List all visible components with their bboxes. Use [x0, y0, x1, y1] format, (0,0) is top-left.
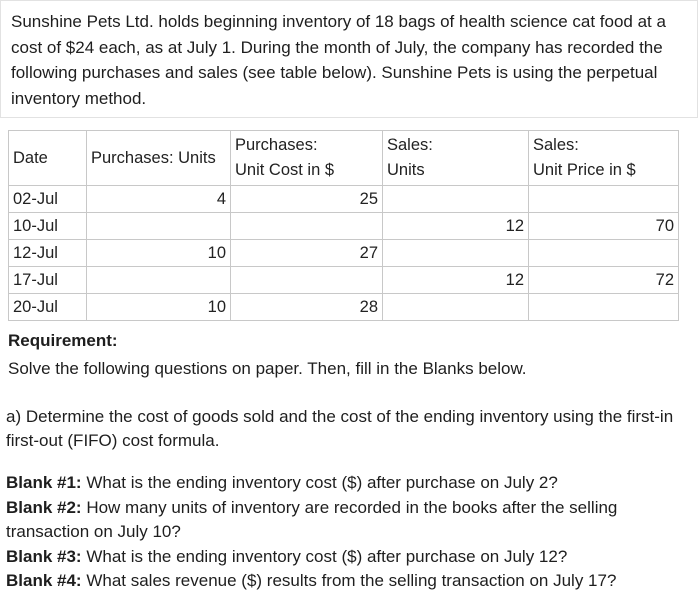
cell-date: 12-Jul — [9, 240, 87, 267]
cell-date: 17-Jul — [9, 267, 87, 294]
blank-item-1 — [6, 471, 686, 496]
cell-date: 20-Jul — [9, 294, 87, 321]
cell-purchases-cost — [231, 267, 383, 294]
cell-purchases-units — [87, 267, 231, 294]
blank-label: Blank #4: — [6, 571, 82, 590]
cell-sales-price — [529, 186, 679, 213]
cell-sales-units — [383, 294, 529, 321]
cell-purchases-units: 4 — [87, 186, 231, 213]
cell-sales-price: 72 — [529, 267, 679, 294]
table-row — [9, 186, 679, 213]
requirement-text: Solve the following questions on paper. Then, fill in the Blanks below. — [8, 359, 527, 378]
cell-purchases-units — [87, 213, 231, 240]
cell-sales-units: 12 — [383, 213, 529, 240]
blank-label: Blank #2: — [6, 497, 82, 517]
table-row — [9, 240, 679, 267]
header-purchases-units: Purchases: Units — [87, 131, 231, 186]
intro-paragraph: Sunshine Pets Ltd. holds beginning inventory of 18 bags of health science cat food at a cost of $24 each, as at July 1. During the month of July, the company has recorded the following purchases and sales (see table below). Sunshine Pets is using the perpetual inventory method. — [11, 12, 666, 108]
cell-sales-units: 12 — [383, 267, 529, 294]
blanks-list — [6, 471, 686, 594]
cell-sales-price — [529, 294, 679, 321]
blank-item-4 — [6, 569, 686, 594]
inventory-table — [8, 130, 679, 321]
header-sales-price-line2: Unit Price in $ — [533, 161, 636, 179]
header-sales-units-line1: Sales: — [387, 136, 433, 154]
table-header-row — [9, 131, 679, 186]
header-sales-units-line2: Units — [387, 161, 425, 179]
header-purchases-cost-line1: Purchases: — [235, 136, 318, 154]
blank-question: What is the ending inventory cost ($) after purchase on July 12? — [81, 546, 568, 566]
cell-sales-price — [529, 240, 679, 267]
blank-question: What sales revenue ($) results from the selling transaction on July 17? — [81, 571, 617, 590]
table-row — [9, 213, 679, 240]
requirement-title: Requirement: — [8, 331, 118, 350]
cell-sales-price: 70 — [529, 213, 679, 240]
cell-purchases-cost: 28 — [231, 294, 383, 321]
blank-item-2 — [6, 496, 686, 545]
header-sales-units — [383, 131, 529, 186]
cell-purchases-units: 10 — [87, 294, 231, 321]
header-purchases-unit-cost — [231, 131, 383, 186]
header-date: Date — [9, 131, 87, 186]
cell-purchases-units: 10 — [87, 240, 231, 267]
cell-sales-units — [383, 186, 529, 213]
blank-question: What is the ending inventory cost ($) after purchase on July 2? — [81, 473, 558, 492]
cell-sales-units — [383, 240, 529, 267]
question-a: a) Determine the cost of goods sold and the cost of the ending inventory using the first-in first-out (FIFO) cost formula. — [6, 407, 674, 450]
blank-label: Blank #3: — [6, 546, 82, 566]
intro-box — [0, 0, 698, 118]
cell-purchases-cost — [231, 213, 383, 240]
header-purchases-cost-line2: Unit Cost in $ — [235, 161, 335, 179]
cell-date: 10-Jul — [9, 213, 87, 240]
cell-date: 02-Jul — [9, 186, 87, 213]
blank-item-3 — [6, 545, 686, 570]
cell-purchases-cost: 27 — [231, 240, 383, 267]
blank-question: How many units of inventory are recorded in the books after the selling transaction on July 10? — [6, 497, 618, 541]
blank-label: Blank #1: — [6, 473, 82, 492]
header-sales-price-line1: Sales: — [533, 136, 579, 154]
table-row — [9, 267, 679, 294]
cell-purchases-cost: 25 — [231, 186, 383, 213]
header-sales-unit-price — [529, 131, 679, 186]
table-row — [9, 294, 679, 321]
